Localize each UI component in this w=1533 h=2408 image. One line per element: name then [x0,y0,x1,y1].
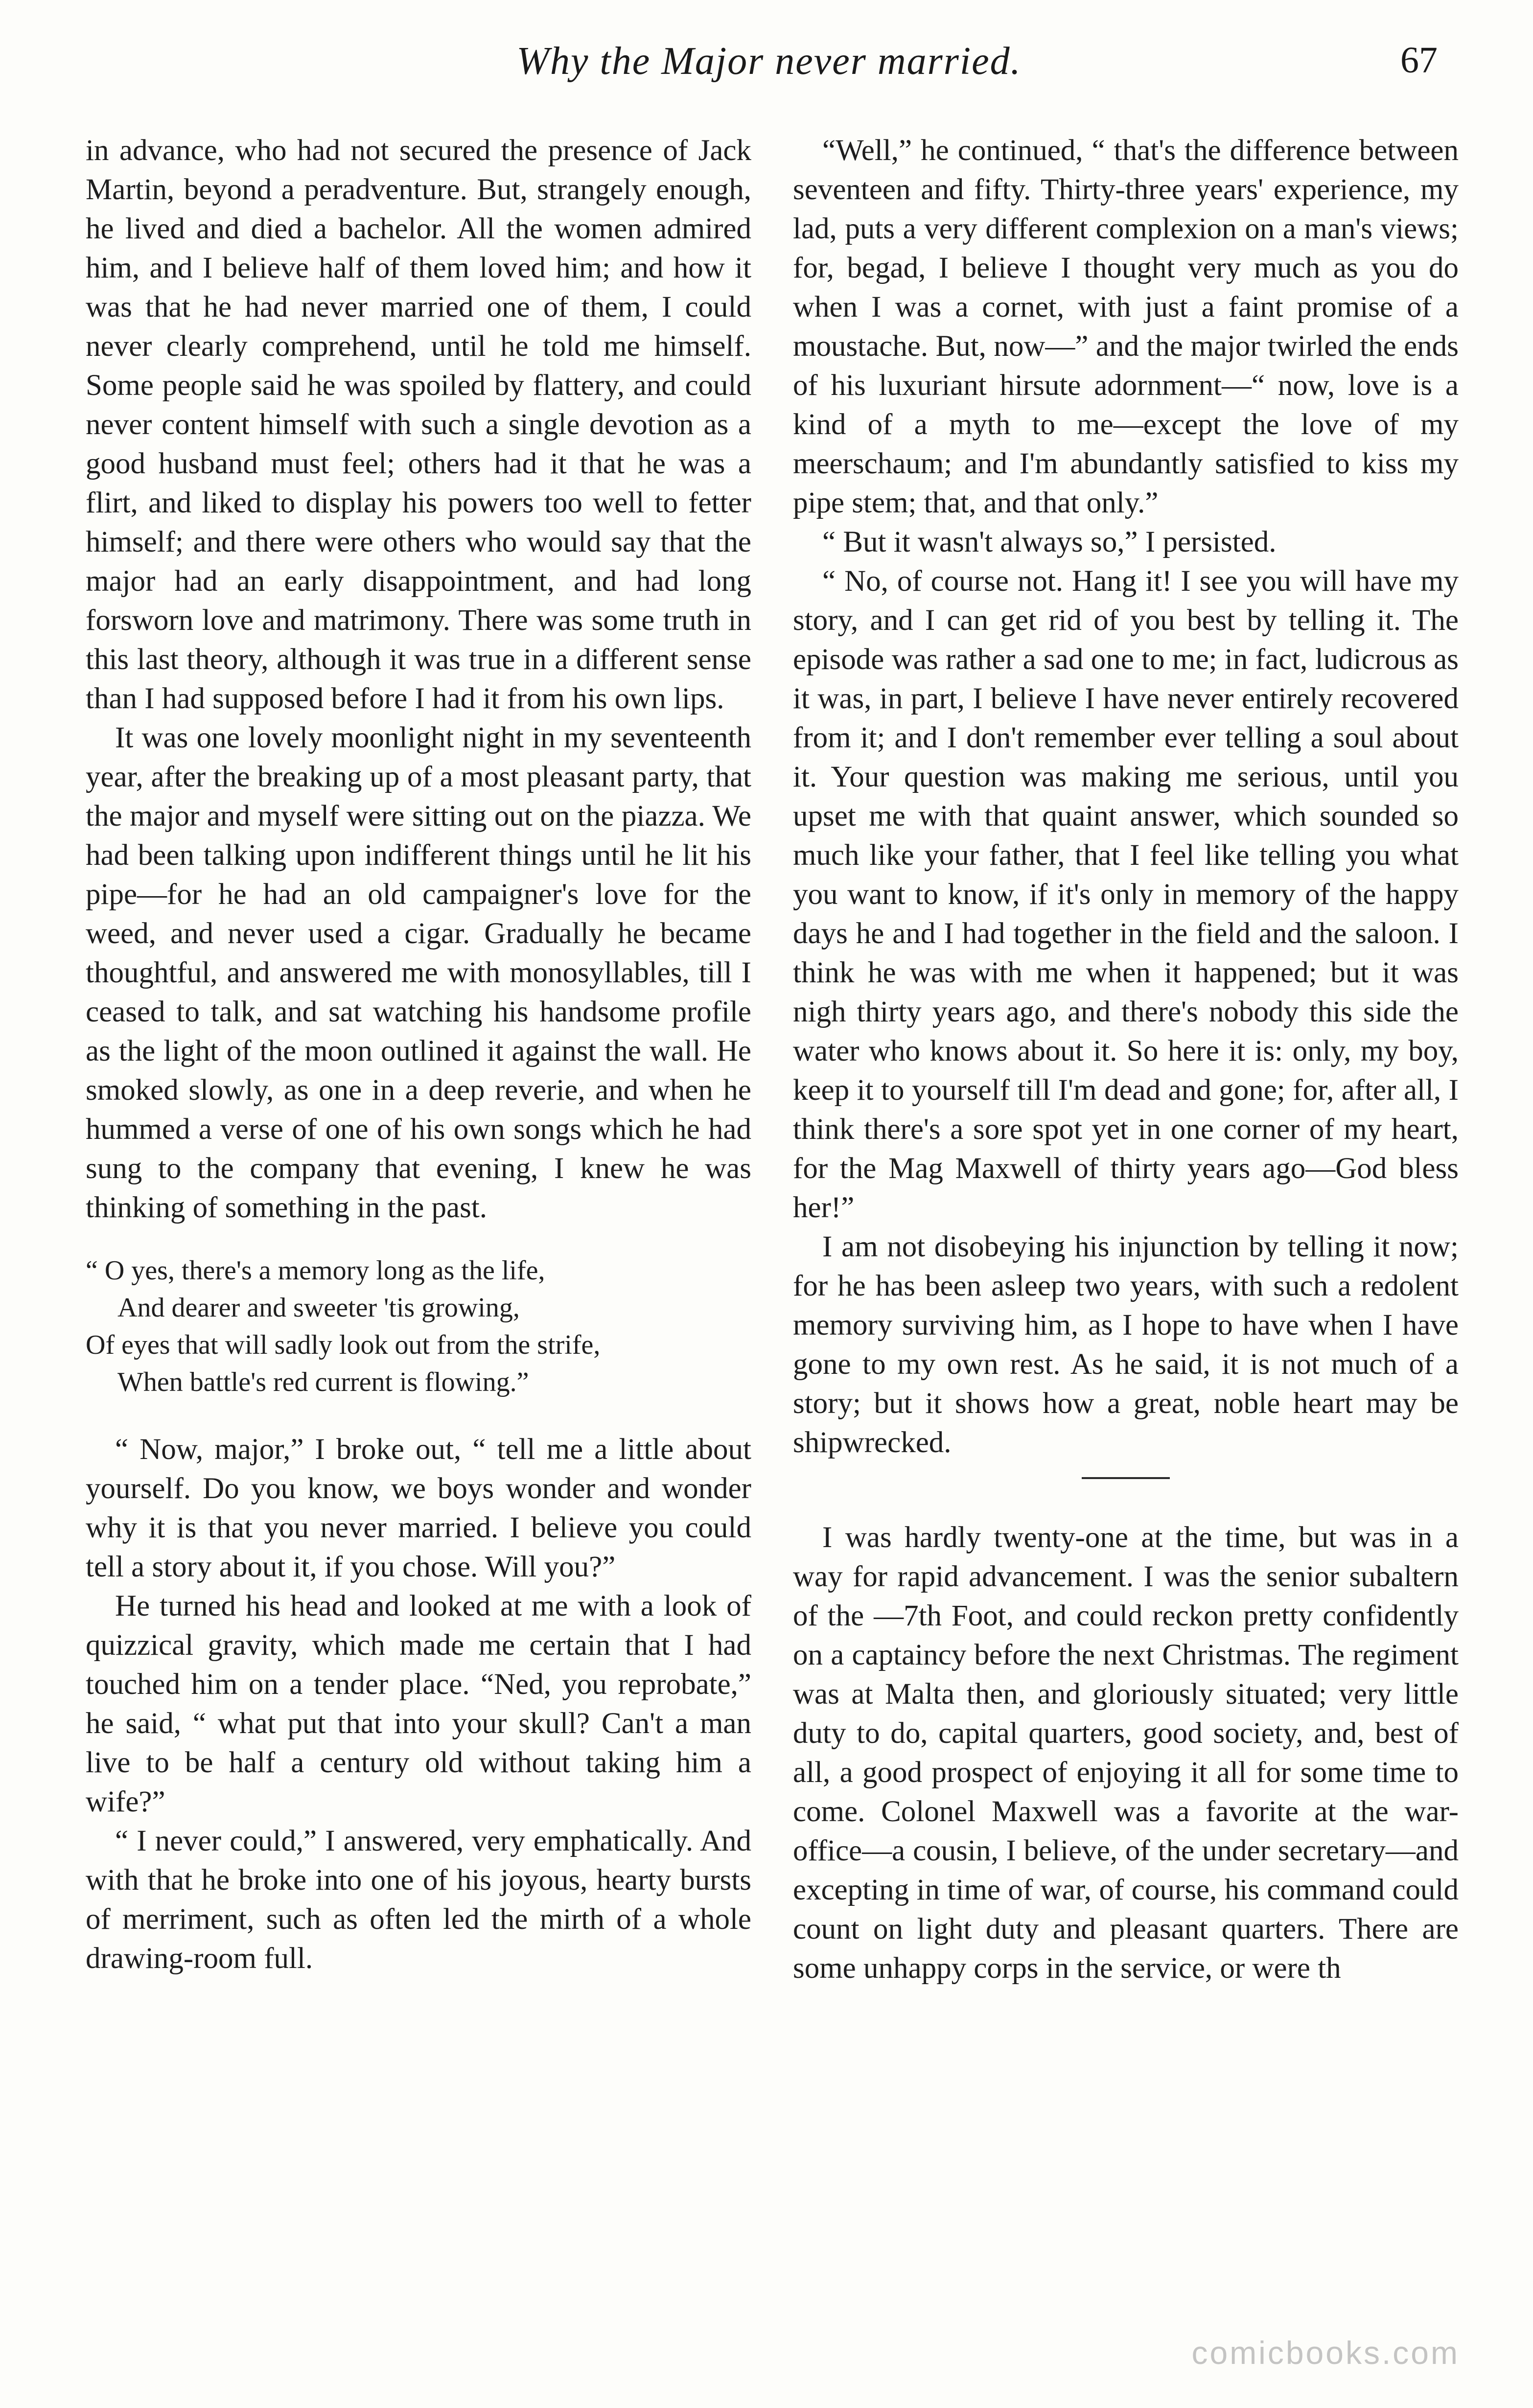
paragraph: I was hardly twenty-one at the time, but was in a way for rapid advancement. I was the senior subaltern of the —7th Foot, and could reckon pretty confidently on a captaincy before the next Christmas. The regiment was at Malta then, and gloriously situated; very little duty to do, capital quarters, good society, and, best of all, a good prospect of enjoying it all for some time to come. Colonel Maxwell was a favorite at the war-office—a cousin, I believe, of the under secretary—and excepting in time of war, of course, his command could count on light duty and pleasant quarters. There are some unhappy corps in the service, or were th [793,1521,1459,1985]
paragraph: He turned his head and looked at me with a look of quizzical gravity, which made me certain that I had touched him on a tender place. “Ned, you reprobate,” he said, “ what put that into your skull? Can't a man live to be half a century old without taking him a wife?” [86,1590,751,1818]
paragraph: It was one lovely moonlight night in my seventeenth year, after the breaking up of a most pleasant party, that the major and myself were sitting out on the piazza. We had been talking upon indifferent things until he lit his pipe—for he had an old campaigner's love for the weed, and never used a cigar. Gradually he became thoughtful, and answered me with monosyllables, till I ceased to talk, and sat watching his handsome profile as the light of the moon outlined it against the wall. He smoked slowly, as one in a deep reverie, and when he hummed a verse of one of his own songs which he had sung to the company that evening, I knew he was thinking of something in the past. [86,721,751,1224]
song-verse [86,1252,751,1401]
section-divider [1082,1477,1170,1479]
right-column [793,131,1459,1988]
paragraph: I am not disobeying his injunction by telling it now; for he has been asleep two years, with such a redolent memory surviving him, as I hope to have when I have gone to my own rest. As he said, it is not much of a story; but it shows how a great, noble heart may be shipwrecked. [793,1230,1459,1459]
verse-line: “ O yes, there's a memory long as the life, [86,1255,545,1286]
verse-line: Of eyes that will sadly look out from the strife, [86,1330,601,1360]
paragraph: “Well,” he continued, “ that's the difference between seventeen and fifty. Thirty-three years' experience, my lad, puts a very different complexion on a man's views; for, begad, I believe I thought very much as you do when I was a cornet, with just a faint promise of a moustache. But, now—” and the major twirled the ends of his luxuriant hirsute adornment—“ now, love is a kind of a myth to me—except the love of my meerschaum; and I'm abundantly satisfied to kiss my pipe stem; that, and that only.” [793,134,1459,519]
watermark: comicbooks.com [1191,2335,1460,2371]
left-column [86,131,751,1978]
paragraph: in advance, who had not secured the presence of Jack Martin, beyond a peradventure. But, strangely enough, he lived and died a bachelor. All the women admired him, and I believe half of them loved him; and how it was that he had never married one of them, I could never clearly comprehend, until he told me himself. Some people said he was spoiled by flattery, and could never content himself with such a single devotion as a good husband must feel; others had it that he was a flirt, and liked to display his powers too well to fetter himself; and there were others who would say that the major had an early disappointment, and had long forsworn love and matrimony. There was some truth in this last theory, although it was true in a different sense than I had supposed before I had it from his own lips. [86,134,751,715]
verse-line: And dearer and sweeter 'tis growing, [117,1293,520,1323]
paragraph: “ No, of course not. Hang it! I see you will have my story, and I can get rid of you best by telling it. The episode was rather a sad one to me; in fact, ludicrous as it was, in part, I believe I have never entirely recovered from it; and I don't remember ever telling a soul about it. Your question was making me serious, until you upset me with that quaint answer, which sounded so much like your father, that I feel like telling you what you want to know, if it's only in memory of the happy days he and I had together in the field and the saloon. I think he was with me when it happened; but it was nigh thirty years ago, and there's nobody this side the water who knows about it. So here it is: only, my boy, keep it to yourself till I'm dead and gone; for, after all, I think there's a sore spot yet in one corner of my heart, for the Mag Maxwell of thirty years ago—God bless her!” [793,565,1459,1224]
verse-line: When battle's red current is flowing.” [117,1367,529,1397]
paragraph: “ Now, major,” I broke out, “ tell me a little about yourself. Do you know, we boys wonder and wonder why it is that you never married. I believe you could tell a story about it, if you chose. Will you?” [86,1433,751,1583]
paragraph: “ But it wasn't always so,” I persisted. [822,526,1277,558]
page-number: 67 [1400,40,1438,81]
paragraph: “ I never could,” I answered, very emphatically. And with that he broke into one of his joyous, hearty bursts of merriment, such as often led the mirth of a whole drawing-room full. [86,1825,751,1975]
running-head [86,39,1452,93]
running-title: Why the Major never married. [516,40,1022,83]
